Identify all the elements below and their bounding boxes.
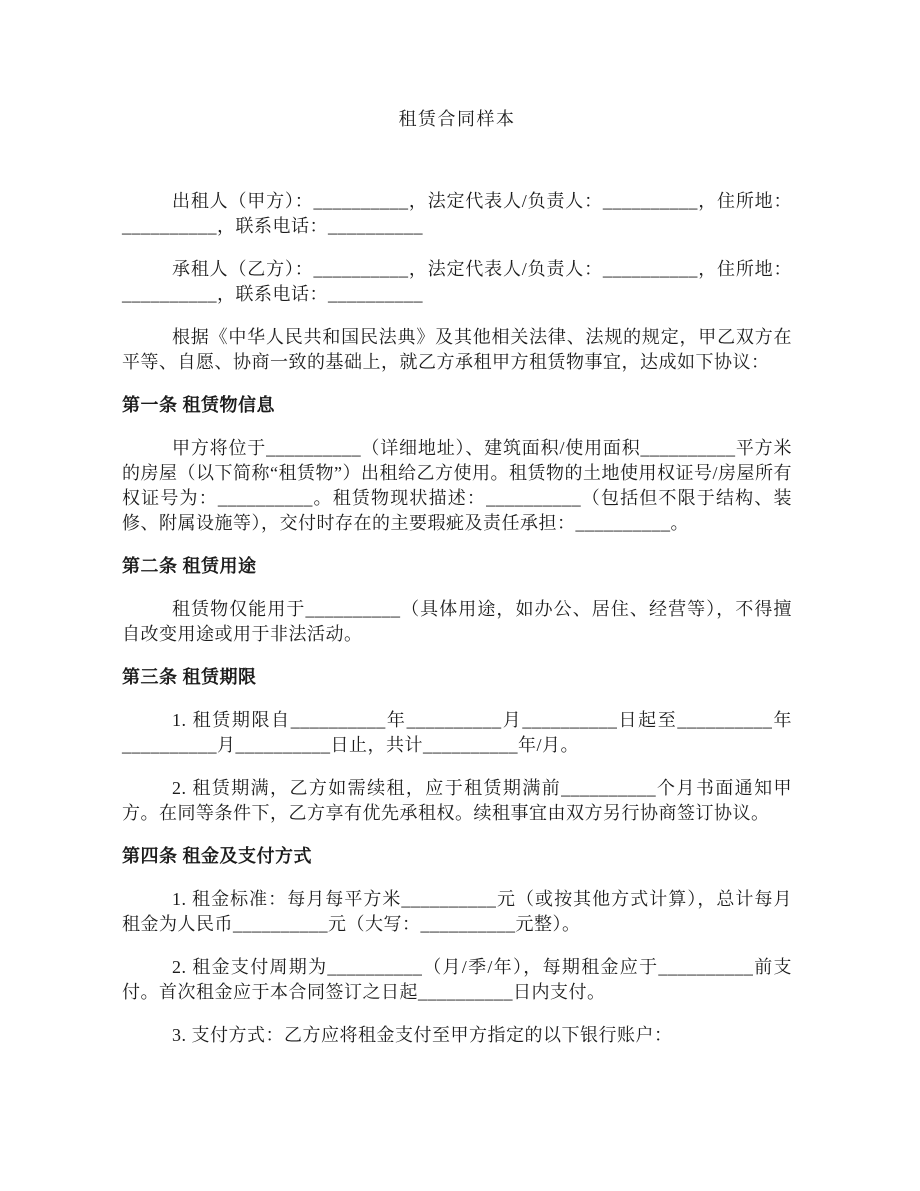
section-lease-term: [122, 665, 792, 826]
section-4-heading: 第四条 租金及支付方式: [122, 846, 312, 866]
section-rent-and-payment: [122, 844, 792, 1048]
preamble-paragraph: 根据《中华人民共和国民法典》及其他相关法律、法规的规定，甲乙双方在平等、自愿、协商一致的基础上，就乙方承租甲方租赁物事宜，达成如下协议：: [122, 327, 792, 372]
section-leased-property-info: [122, 393, 792, 536]
section-2-heading: 第二条 租赁用途: [122, 556, 257, 576]
section-3-item-1: 1. 租赁期限自__________年__________月__________日起至__________年__________月__________日止，共计__________年/月。: [122, 710, 792, 755]
section-1-heading: 第一条 租赁物信息: [122, 395, 275, 415]
section-lease-purpose: [122, 554, 792, 647]
section-4-item-1: 1. 租金标准：每月每平方米__________元（或按其他方式计算），总计每月租金为人民币__________元（大写：__________元整）。: [122, 889, 792, 934]
section-2-paragraph-1: 租赁物仅能用于__________（具体用途，如办公、居住、经营等），不得擅自改变用途或用于非法活动。: [122, 599, 792, 644]
section-4-item-3: 3. 支付方式：乙方应将租金支付至甲方指定的以下银行账户：: [172, 1025, 673, 1045]
section-4-item-2: 2. 租金支付周期为__________（月/季/年），每期租金应于__________前支付。首次租金应于本合同签订之日起__________日内支付。: [122, 957, 792, 1002]
party-lessor-paragraph: 出租人（甲方）：__________，法定代表人/负责人：__________，住所地：__________，联系电话：__________: [122, 191, 792, 236]
party-lessee-paragraph: 承租人（乙方）：__________，法定代表人/负责人：__________，住所地：__________，联系电话：__________: [122, 259, 792, 304]
document-title: 租赁合同样本: [398, 109, 516, 129]
section-3-heading: 第三条 租赁期限: [122, 667, 257, 687]
section-1-paragraph-1: 甲方将位于__________（详细地址）、建筑面积/使用面积__________平方米的房屋（以下简称“租赁物”）出租给乙方使用。租赁物的土地使用权证号/房屋所有权证号为：__________。租赁物现状描述：__________（包括但不限于结构、装修、附属设施等），交付时存在的主要瑕疵及责任承担：__________。: [122, 438, 792, 533]
section-3-item-2: 2. 租赁期满，乙方如需续租，应于租赁期满前__________个月书面通知甲方。在同等条件下，乙方享有优先承租权。续租事宜由双方另行协商签订协议。: [122, 778, 792, 823]
